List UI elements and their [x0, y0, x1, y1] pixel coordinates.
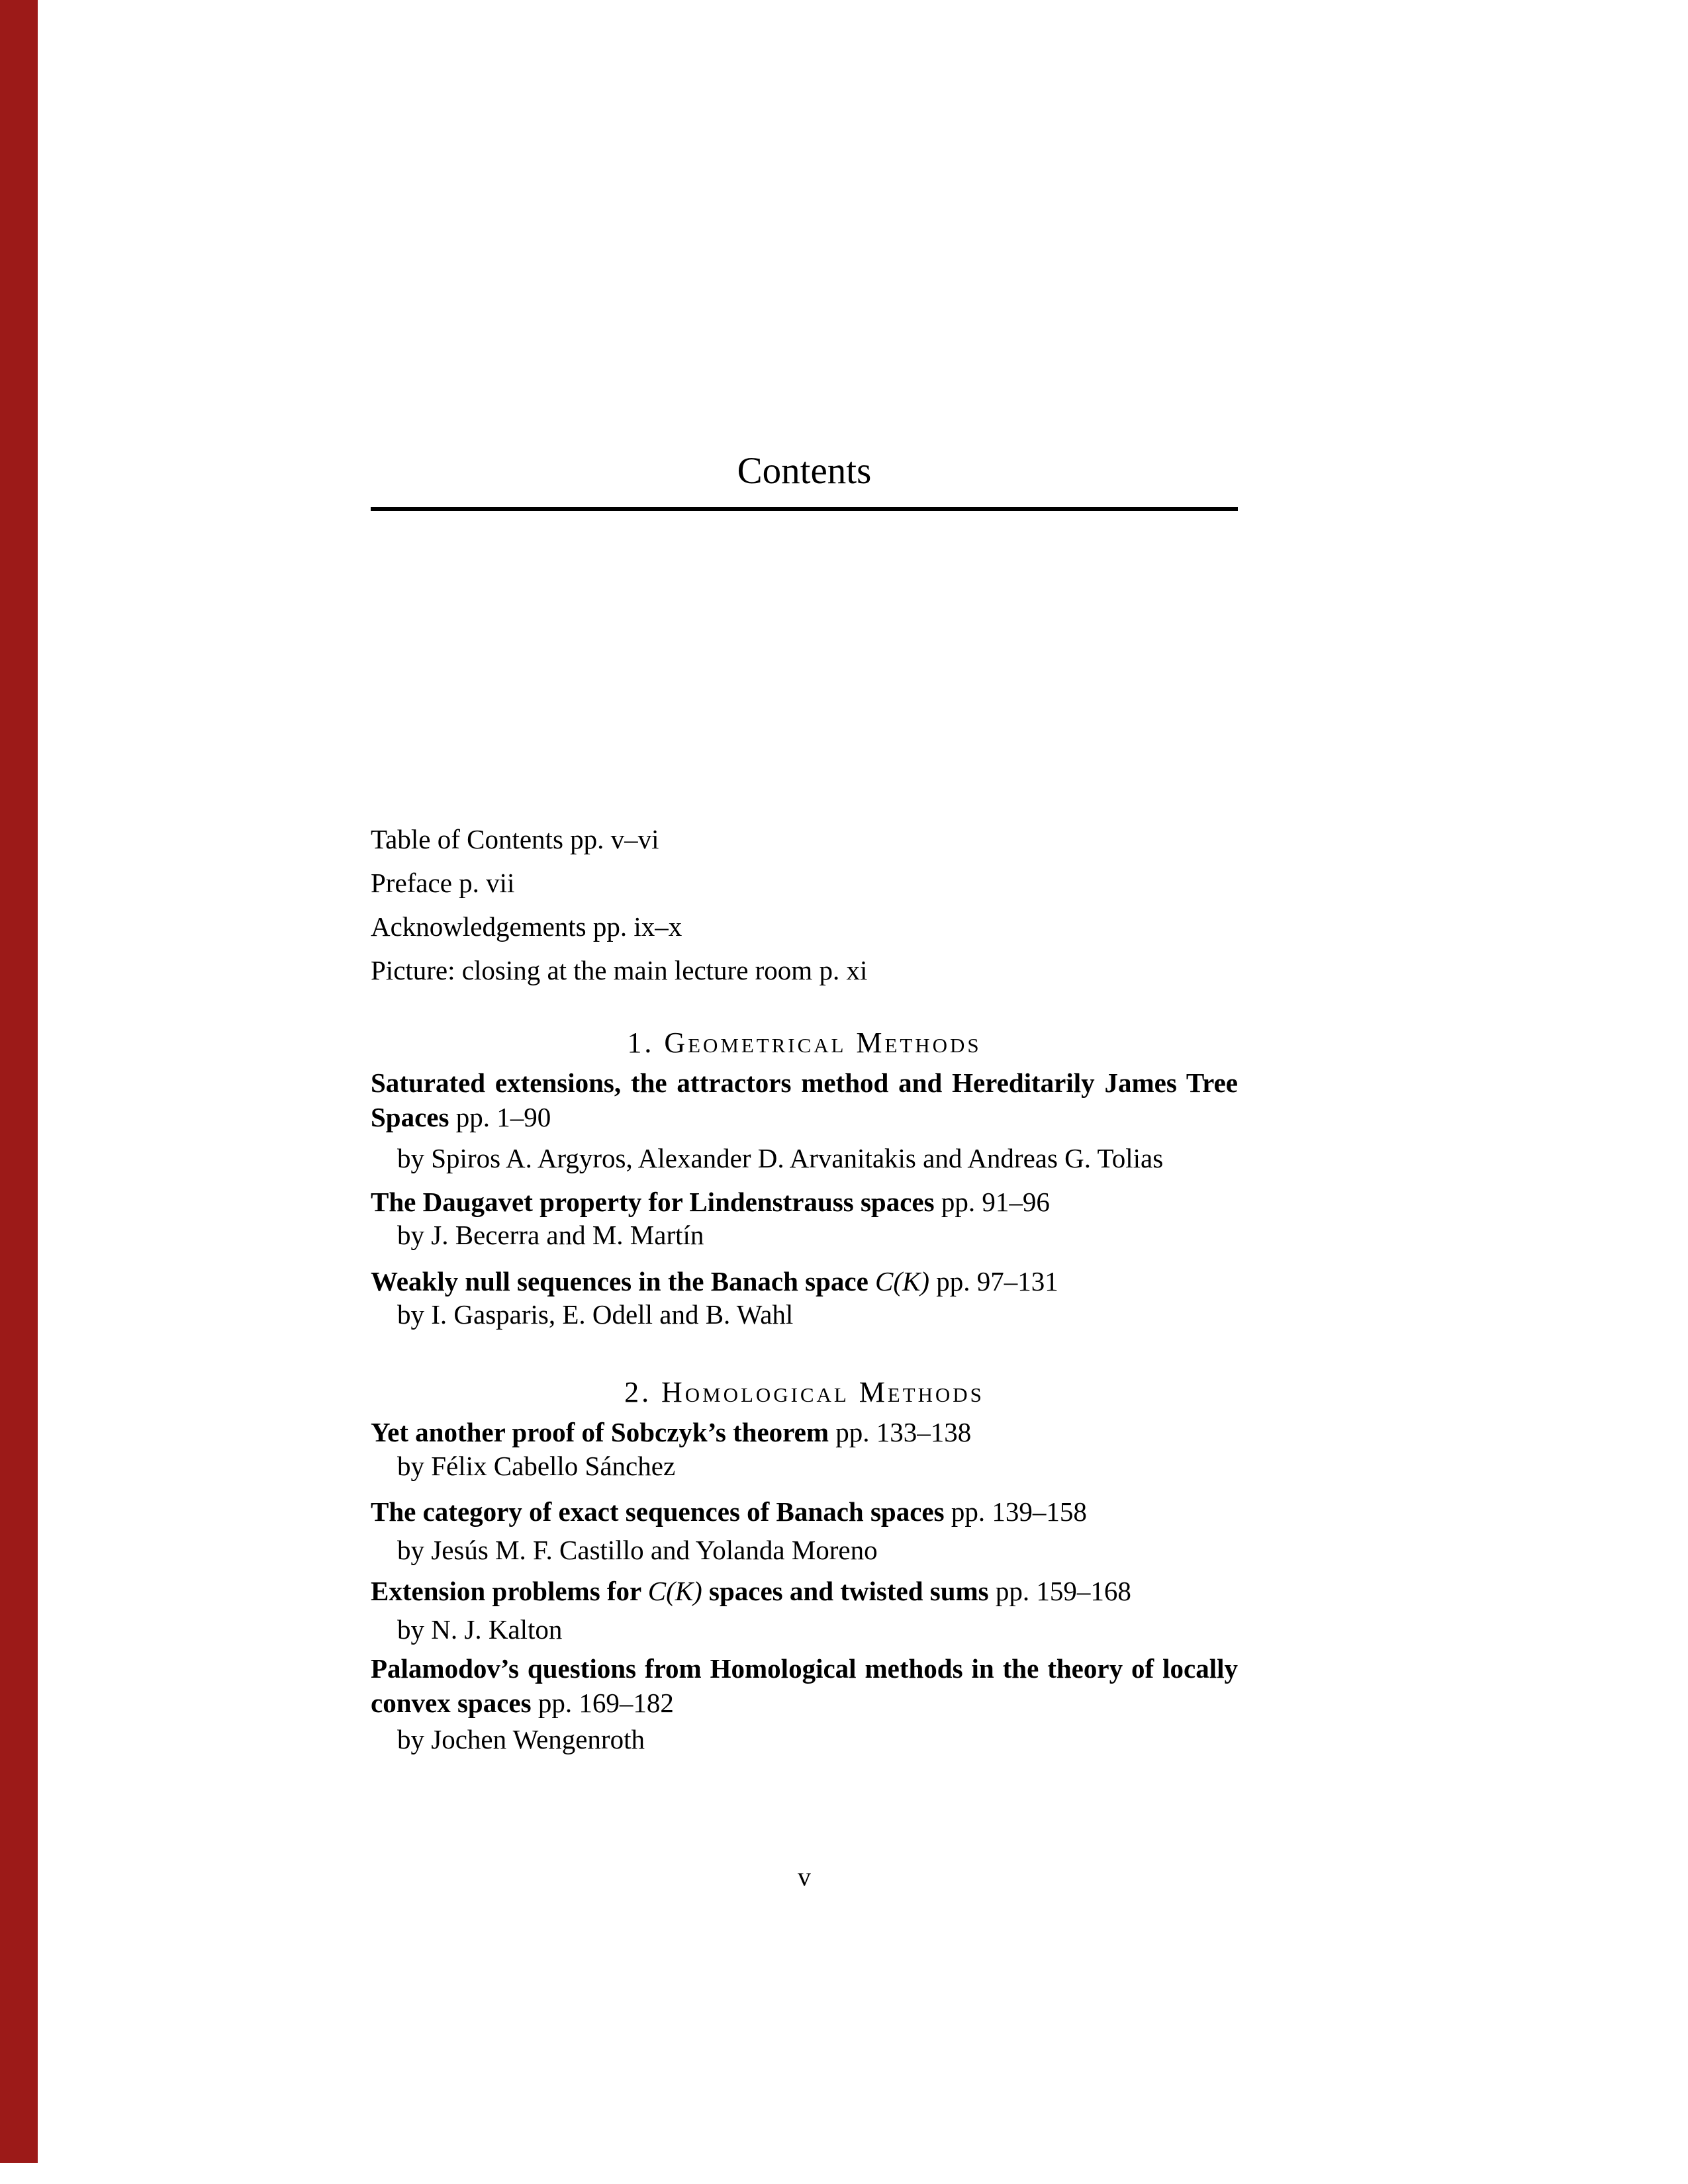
front-matter-preface: Preface p. vii — [371, 868, 515, 898]
entry-title-extension-problems — [371, 1575, 1238, 1607]
entry-title-saturated-extensions-line1: Saturated extensions, the attractors method and Hereditarily James Tree — [371, 1068, 1238, 1098]
entry-title-text: The Daugavet property for Lindenstrauss spaces — [371, 1187, 935, 1217]
entry-pages: pp. 133–138 — [829, 1417, 972, 1447]
entry-pages: pp. 97–131 — [929, 1266, 1058, 1297]
entry-byline-kalton: by N. J. Kalton — [397, 1614, 563, 1645]
entry-byline-argyros: by Spiros A. Argyros, Alexander D. Arvanitakis and Andreas G. Tolias — [397, 1143, 1164, 1173]
entry-title-text: The category of exact sequences of Banach spaces — [371, 1496, 945, 1527]
section-heading-geometrical-methods: 1. Geometrical Methods — [627, 1026, 982, 1059]
entry-title-saturated-extensions-line2 — [371, 1101, 1238, 1133]
section-heading-homological-methods: 2. Homological Methods — [624, 1376, 984, 1408]
entry-byline-gasparis: by I. Gasparis, E. Odell and B. Wahl — [397, 1299, 794, 1330]
front-matter-picture: Picture: closing at the main lecture room p. xi — [371, 955, 868, 985]
entry-pages: pp. 139–158 — [944, 1496, 1087, 1527]
entry-title-category-exact-sequences — [371, 1496, 1238, 1527]
entry-title-text: Extension problems for — [371, 1576, 648, 1606]
entry-byline-cabello: by Félix Cabello Sánchez — [397, 1451, 676, 1481]
entry-pages: pp. 169–182 — [531, 1688, 674, 1718]
entry-title-text: Yet another proof of Sobczyk’s theorem — [371, 1417, 829, 1447]
entry-title-palamodov-line2 — [371, 1687, 1238, 1719]
left-edge-accent-bar — [0, 0, 38, 2163]
entry-title-text: Weakly null sequences in the Banach space — [371, 1266, 876, 1297]
text-column — [371, 0, 1238, 2184]
title-rule — [371, 507, 1238, 511]
entry-title-sobczyk — [371, 1416, 1238, 1448]
entry-byline-becerra: by J. Becerra and M. Martín — [397, 1220, 704, 1250]
front-matter-toc: Table of Contents pp. v–vi — [371, 824, 659, 854]
entry-title-daugavet — [371, 1186, 1238, 1218]
entry-title-text: convex spaces — [371, 1688, 532, 1718]
entry-title-palamodov-line1: Palamodov’s questions from Homological methods in the theory of locally — [371, 1653, 1238, 1684]
entry-title-weakly-null — [371, 1265, 1238, 1297]
entry-math-ck: C(K) — [647, 1576, 702, 1606]
entry-byline-wengenroth: by Jochen Wengenroth — [397, 1724, 645, 1754]
entry-pages: pp. 1–90 — [449, 1102, 551, 1132]
entry-title-text: spaces and twisted sums — [702, 1576, 989, 1606]
front-matter-acknowledgements: Acknowledgements pp. ix–x — [371, 911, 682, 942]
entry-pages: pp. 91–96 — [934, 1187, 1050, 1217]
entry-title-text: Spaces — [371, 1102, 449, 1132]
entry-math-ck: C(K) — [875, 1266, 930, 1297]
entry-pages: pp. 159–168 — [988, 1576, 1131, 1606]
entry-byline-castillo: by Jesús M. F. Castillo and Yolanda Moreno — [397, 1535, 878, 1565]
page-title: Contents — [737, 450, 872, 492]
page-number: v — [798, 1862, 811, 1891]
